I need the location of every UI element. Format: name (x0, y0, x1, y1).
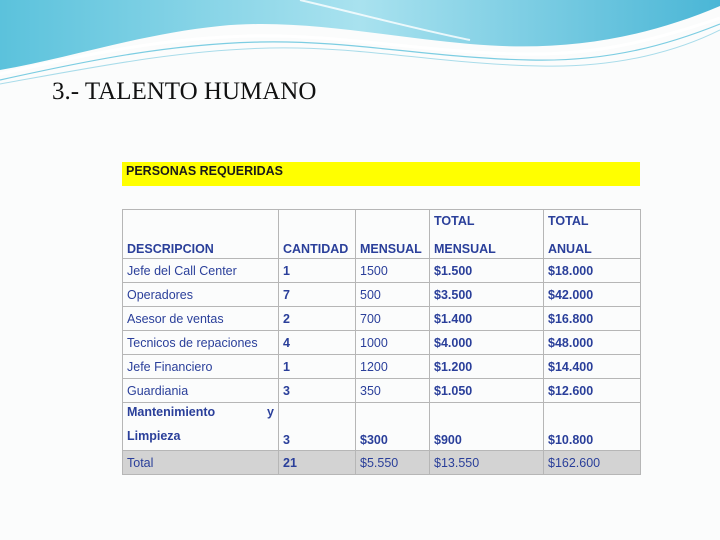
cell-total-anual: $10.800 (544, 403, 641, 451)
section-header-label: PERSONAS REQUERIDAS (126, 164, 283, 178)
cell-cantidad: 7 (279, 283, 356, 307)
total-cantidad: 21 (279, 451, 356, 475)
cell-cantidad: 2 (279, 307, 356, 331)
cell-mensual: 1500 (356, 259, 430, 283)
cell-mensual: 700 (356, 307, 430, 331)
table-total-row (123, 451, 641, 475)
cell-mensual: 500 (356, 283, 430, 307)
mantenimiento-line1: Mantenimiento (127, 405, 216, 419)
cell-total-mensual: $1.500 (430, 259, 544, 283)
slide-title: 3.- TALENTO HUMANO (52, 78, 317, 105)
table-header-row (123, 210, 641, 259)
cell-descripcion: Jefe Financiero (123, 355, 279, 379)
cell-total-mensual: $1.400 (430, 307, 544, 331)
cell-cantidad: 3 (279, 379, 356, 403)
cell-total-anual: $48.000 (544, 331, 641, 355)
cell-total-anual: $42.000 (544, 283, 641, 307)
table-row (123, 331, 641, 355)
total-total-anual: $162.600 (544, 451, 641, 475)
cell-total-anual: $12.600 (544, 379, 641, 403)
staff-table (122, 209, 641, 475)
header-cantidad: CANTIDAD (279, 210, 356, 259)
cell-total-mensual: $1.200 (430, 355, 544, 379)
header-total-mensual: TOTAL MENSUAL (430, 210, 544, 259)
cell-mensual: 1000 (356, 331, 430, 355)
cell-total-anual: $14.400 (544, 355, 641, 379)
table-row (123, 379, 641, 403)
cell-cantidad: 1 (279, 259, 356, 283)
cell-descripcion (123, 403, 279, 451)
header-descripcion: DESCRIPCION (123, 210, 279, 259)
cell-descripcion: Asesor de ventas (123, 307, 279, 331)
cell-total-anual: $16.800 (544, 307, 641, 331)
header-total-anual: TOTAL ANUAL (544, 210, 641, 259)
header-mensual: MENSUAL (356, 210, 430, 259)
table-row (123, 259, 641, 283)
table-row (123, 355, 641, 379)
total-label: Total (123, 451, 279, 475)
decorative-banner (0, 0, 720, 90)
cell-total-mensual: $3.500 (430, 283, 544, 307)
mantenimiento-connector: y (267, 405, 274, 419)
table-row (123, 307, 641, 331)
cell-descripcion: Guardiania (123, 379, 279, 403)
mantenimiento-line2: Limpieza (127, 429, 181, 443)
cell-mensual: $300 (356, 403, 430, 451)
cell-total-mensual: $1.050 (430, 379, 544, 403)
total-total-mensual: $13.550 (430, 451, 544, 475)
cell-total-mensual: $900 (430, 403, 544, 451)
cell-mensual: 350 (356, 379, 430, 403)
cell-cantidad: 3 (279, 403, 356, 451)
cell-descripcion: Tecnicos de repaciones (123, 331, 279, 355)
section-header (122, 162, 640, 186)
cell-descripcion: Jefe del Call Center (123, 259, 279, 283)
table-row (123, 283, 641, 307)
cell-total-mensual: $4.000 (430, 331, 544, 355)
cell-mensual: 1200 (356, 355, 430, 379)
cell-cantidad: 1 (279, 355, 356, 379)
table-row-mantenimiento (123, 403, 641, 451)
cell-cantidad: 4 (279, 331, 356, 355)
cell-descripcion: Operadores (123, 283, 279, 307)
cell-total-anual: $18.000 (544, 259, 641, 283)
total-mensual: $5.550 (356, 451, 430, 475)
